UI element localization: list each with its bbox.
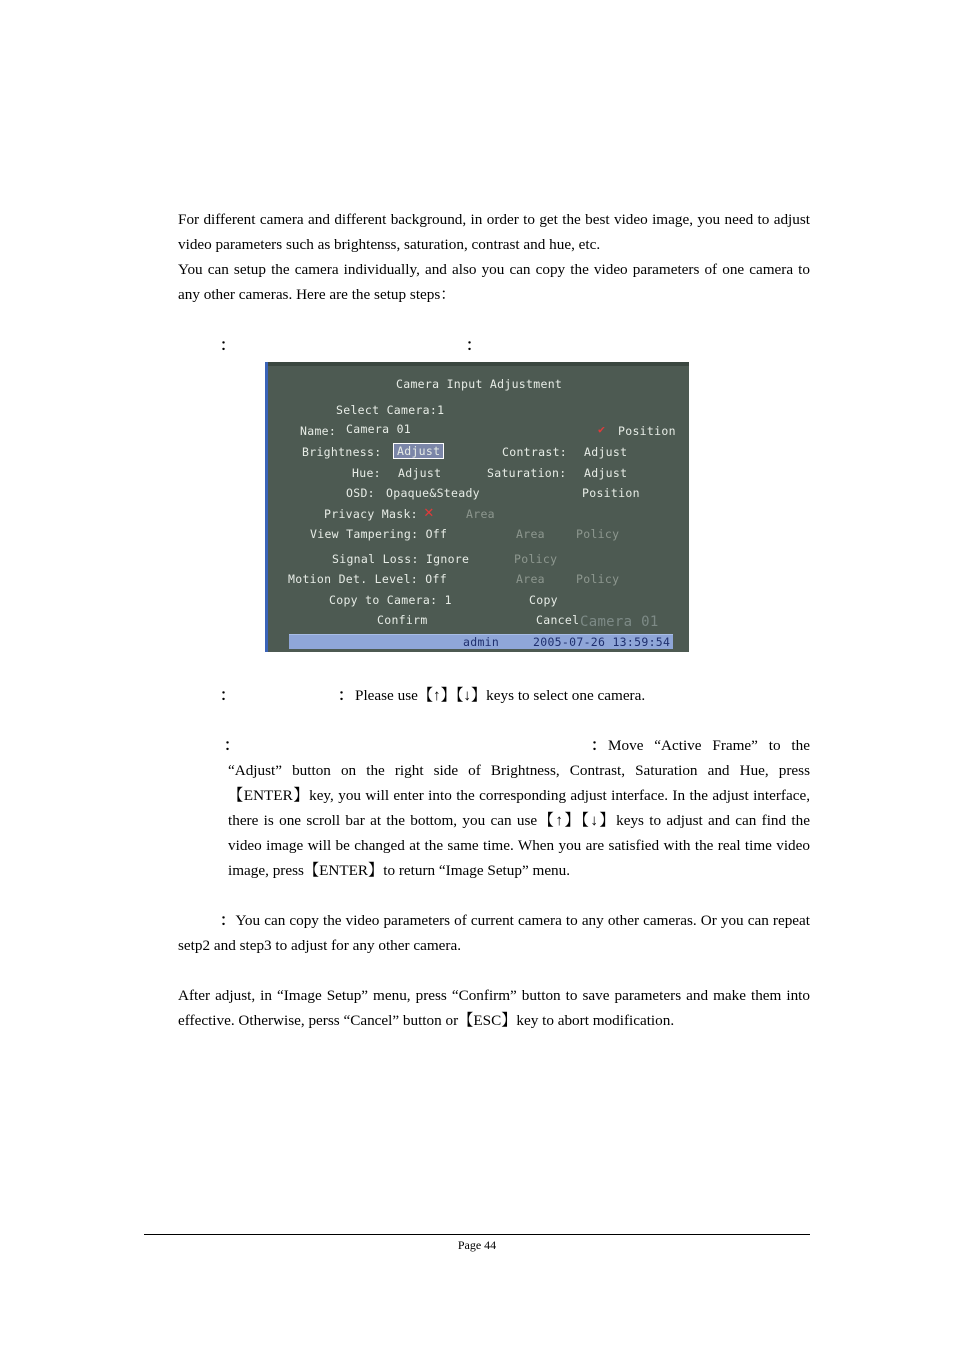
intro-paragraph-2: You can setup the camera individually, and also you can copy the video parameters of one camera to any other cameras. Here are the setup steps： xyxy=(178,261,810,303)
step3-colon-b: ： xyxy=(591,737,607,754)
step3-first-line: Move “Active Frame” to the xyxy=(608,737,810,754)
osd-copy-button[interactable]: Copy xyxy=(529,593,558,607)
osd-name-value[interactable]: Camera 01 xyxy=(346,422,412,436)
intro-paragraph-1: For different camera and different background, in order to get the best video image, you need to adjust video parameters such as brightenss, saturation, contrast and hue, etc. xyxy=(178,211,810,253)
step3-colon-a: ： xyxy=(224,737,240,754)
osd-status-datetime: 2005-07-26 13:59:54 xyxy=(533,635,671,649)
saturation-adjust-button[interactable]: Adjust xyxy=(584,466,628,480)
osd-copy-label[interactable]: Copy to Camera: 1 xyxy=(329,593,452,607)
footer-rule xyxy=(144,1234,810,1235)
osd-cancel-button[interactable]: Cancel xyxy=(536,613,580,627)
osd-contrast-label: Contrast: xyxy=(502,445,568,459)
osd-tamper-label[interactable]: View Tampering: Off xyxy=(310,527,448,541)
step4-text: You can copy the video parameters of current camera to any other cameras. Or you can repeat setp2 and step3 to adjust for any other camera. xyxy=(178,912,810,954)
osd-status-user: admin xyxy=(463,635,500,649)
osd-title: Camera Input Adjustment xyxy=(396,377,563,391)
step2-colon-a: ： xyxy=(220,687,236,704)
osd-camera-overlay: Camera 01 xyxy=(580,614,659,630)
osd-signal-label[interactable]: Signal Loss: Ignore xyxy=(332,552,470,566)
osd-motion-policy[interactable]: Policy xyxy=(576,572,620,586)
osd-tamper-policy[interactable]: Policy xyxy=(576,527,620,541)
osd-tamper-area[interactable]: Area xyxy=(516,527,545,541)
osd-osd-label: OSD: xyxy=(346,486,375,500)
step2-text: Please use【↑】【↓】keys to select one camera. xyxy=(355,687,646,704)
osd-brightness-label: Brightness: xyxy=(302,445,382,459)
step1-colon-a: ： xyxy=(220,337,236,354)
step4-paragraph xyxy=(178,908,810,958)
camera-input-adjustment-screenshot xyxy=(265,362,689,652)
hue-adjust-button[interactable]: Adjust xyxy=(398,466,442,480)
position-check-icon[interactable]: ✔ xyxy=(598,422,606,436)
privacy-cross-icon[interactable]: ✕ xyxy=(424,502,434,521)
step2-colon-b: ： xyxy=(338,687,354,704)
osd-confirm-button[interactable]: Confirm xyxy=(377,613,428,627)
osd-motion-label[interactable]: Motion Det. Level: Off xyxy=(288,572,447,586)
osd-name-label: Name: xyxy=(300,424,337,438)
osd-select-camera[interactable]: Select Camera:1 xyxy=(336,403,445,417)
osd-position-button[interactable]: Position xyxy=(582,486,640,500)
osd-saturation-label: Saturation: xyxy=(487,466,567,480)
step4-colon: ： xyxy=(220,912,236,929)
contrast-adjust-button[interactable]: Adjust xyxy=(584,445,628,459)
osd-hue-label: Hue: xyxy=(352,466,381,480)
step1-colon-b: ： xyxy=(466,337,482,354)
page-number: Page 44 xyxy=(457,1238,497,1252)
osd-privacy-label: Privacy Mask: xyxy=(324,507,418,521)
closing-paragraph: After adjust, in “Image Setup” menu, press “Confirm” button to save parameters and make them into effective. Otherwise, perss “Cancel” button or【ESC】key to abort modification. xyxy=(178,987,810,1029)
step3-body: “Adjust” button on the right side of Brightness, Contrast, Saturation and Hue, press 【ENTER】key, you will enter into the corresponding adjust interface. In the adjust interface, there is one scroll bar at the bottom, you can use【↑】【↓】keys to adjust and can find the video image will be changed at the same time. When you are satisfied with the real time video image, press【ENTER】to return “Image Setup” menu. xyxy=(228,762,810,879)
osd-motion-area[interactable]: Area xyxy=(516,572,545,586)
osd-signal-policy[interactable]: Policy xyxy=(514,552,558,566)
osd-privacy-area[interactable]: Area xyxy=(466,507,495,521)
osd-osd-value[interactable]: Opaque&Steady xyxy=(386,486,480,500)
osd-status-bar xyxy=(289,634,673,649)
osd-position-top[interactable]: Position xyxy=(618,424,676,438)
osd-top-strip xyxy=(268,362,689,366)
brightness-adjust-button[interactable]: Adjust xyxy=(393,443,444,459)
